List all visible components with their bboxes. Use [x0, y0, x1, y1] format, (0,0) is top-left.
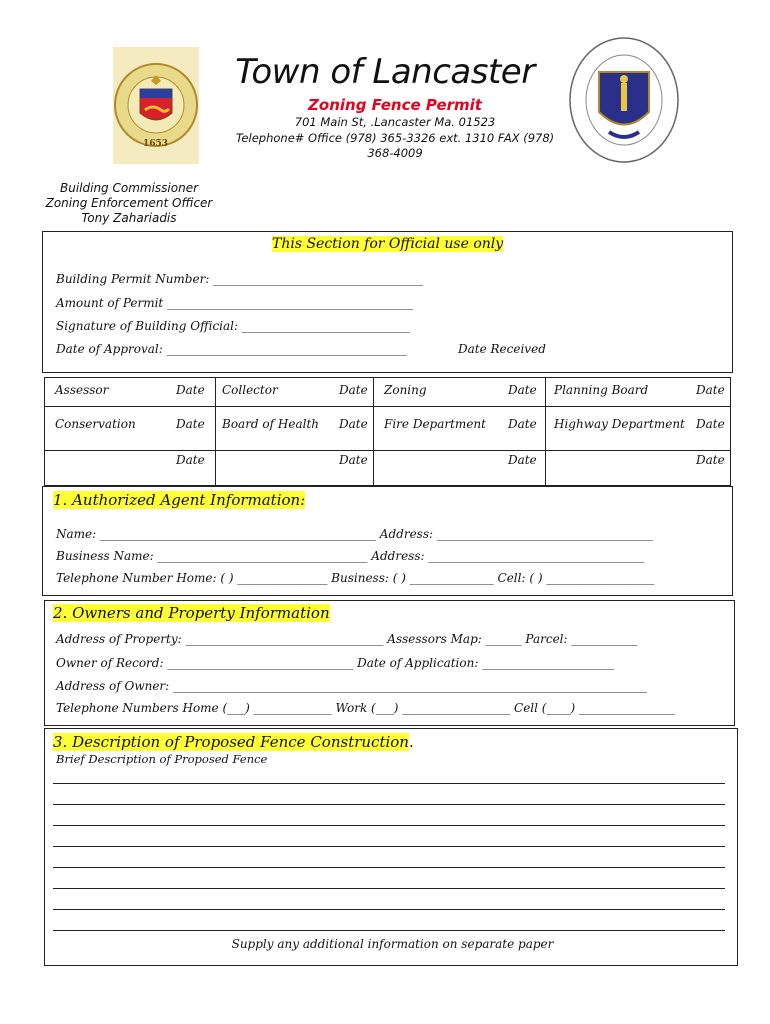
dept-date-label: Date: [696, 417, 725, 431]
description-line[interactable]: [53, 783, 725, 784]
owner-section-title: [53, 604, 330, 622]
brief-description-label: Brief Description of Proposed Fence: [56, 752, 268, 766]
dept-date-label: Date: [339, 453, 368, 467]
owner-of-record-fields[interactable]: Owner of Record: _______________________________ Date of Application: ______________________: [56, 656, 615, 670]
dept-date-label: Date: [176, 417, 205, 431]
dept-date-label: Date: [176, 383, 205, 397]
page-title: Town of Lancaster: [235, 52, 535, 92]
agent-section-title-text: 1. Authorized Agent Information:: [53, 491, 306, 509]
dept-conservation: Conservation: [55, 417, 136, 431]
dept-date-label: Date: [696, 383, 725, 397]
dept-date-label: Date: [508, 417, 537, 431]
dept-fire-department: Fire Department: [384, 417, 486, 431]
additional-info-note: Supply any additional information on separate paper: [231, 937, 554, 951]
staff-name: Tony Zahariadis: [81, 211, 177, 225]
staff-block: [44, 181, 214, 226]
description-line[interactable]: [53, 909, 725, 910]
dept-highway-department: Highway Department: [554, 417, 685, 431]
agent-section-title: [53, 491, 305, 509]
form-subtitle: Zoning Fence Permit: [308, 96, 482, 114]
property-address-map-parcel-fields[interactable]: Address of Property: _________________________________ Assessors Map: ______ Parcel: ___________: [56, 632, 638, 646]
owner-telephone-fields[interactable]: Telephone Numbers Home (___) _____________ Work (___) __________________ Cell (____) ________________: [56, 701, 675, 715]
dept-date-label: Date: [339, 417, 368, 431]
dept-date-label: Date: [508, 453, 537, 467]
agent-telephone-fields[interactable]: Telephone Number Home: ( ) _______________ Business: ( ) ______________ Cell: ( ) __________________: [56, 571, 655, 585]
description-line[interactable]: [53, 867, 725, 868]
phone-line-2: 368-4009: [367, 146, 423, 160]
dept-planning-board: Planning Board: [554, 383, 649, 397]
phone-line-1: Telephone# Office (978) 365-3326 ext. 1310 FAX (978): [235, 131, 555, 145]
dept-assessor: Assessor: [55, 383, 109, 397]
date-of-approval-field[interactable]: Date of Approval: ________________________________________: [56, 342, 407, 356]
dept-board-of-health: Board of Health: [222, 417, 320, 431]
lancaster-seal-year: 1653: [143, 139, 169, 149]
description-line[interactable]: [53, 888, 725, 889]
fence-section-title-text: 3. Description of Proposed Fence Construction: [53, 733, 409, 751]
agent-business-address-fields[interactable]: Business Name: ___________________________________ Address: ____________________________________: [56, 549, 645, 563]
owner-section-title-text: 2. Owners and Property Information: [53, 604, 330, 622]
dept-date-label: Date: [508, 383, 537, 397]
amount-of-permit-field[interactable]: Amount of Permit _________________________________________: [56, 296, 414, 310]
fence-section-title: [53, 733, 414, 751]
description-line[interactable]: [53, 930, 725, 931]
description-line[interactable]: [53, 825, 725, 826]
address-of-owner-field[interactable]: Address of Owner: _______________________________________________________________________________: [56, 679, 648, 693]
official-use-title-text: This Section for Official use only: [272, 236, 504, 252]
staff-title-2: Zoning Enforcement Officer: [45, 196, 213, 210]
description-line[interactable]: [53, 846, 725, 847]
agent-name-address-fields[interactable]: Name: ______________________________________________ Address: ____________________________________: [56, 527, 653, 541]
description-line[interactable]: [53, 804, 725, 805]
dept-date-label: Date: [696, 453, 725, 467]
dept-collector: Collector: [222, 383, 278, 397]
dept-zoning: Zoning: [384, 383, 427, 397]
date-received-label: Date Received: [458, 342, 546, 356]
staff-title-1: Building Commissioner: [59, 181, 199, 195]
dept-date-label: Date: [339, 383, 368, 397]
dept-date-label: Date: [176, 453, 205, 467]
official-use-title: [272, 236, 503, 252]
building-permit-number-field[interactable]: Building Permit Number: ___________________________________: [56, 272, 424, 286]
building-official-signature-field[interactable]: Signature of Building Official: ____________________________: [56, 319, 410, 333]
fence-section-title-end: .: [408, 733, 414, 751]
town-address: 701 Main St, .Lancaster Ma. 01523: [294, 115, 496, 129]
